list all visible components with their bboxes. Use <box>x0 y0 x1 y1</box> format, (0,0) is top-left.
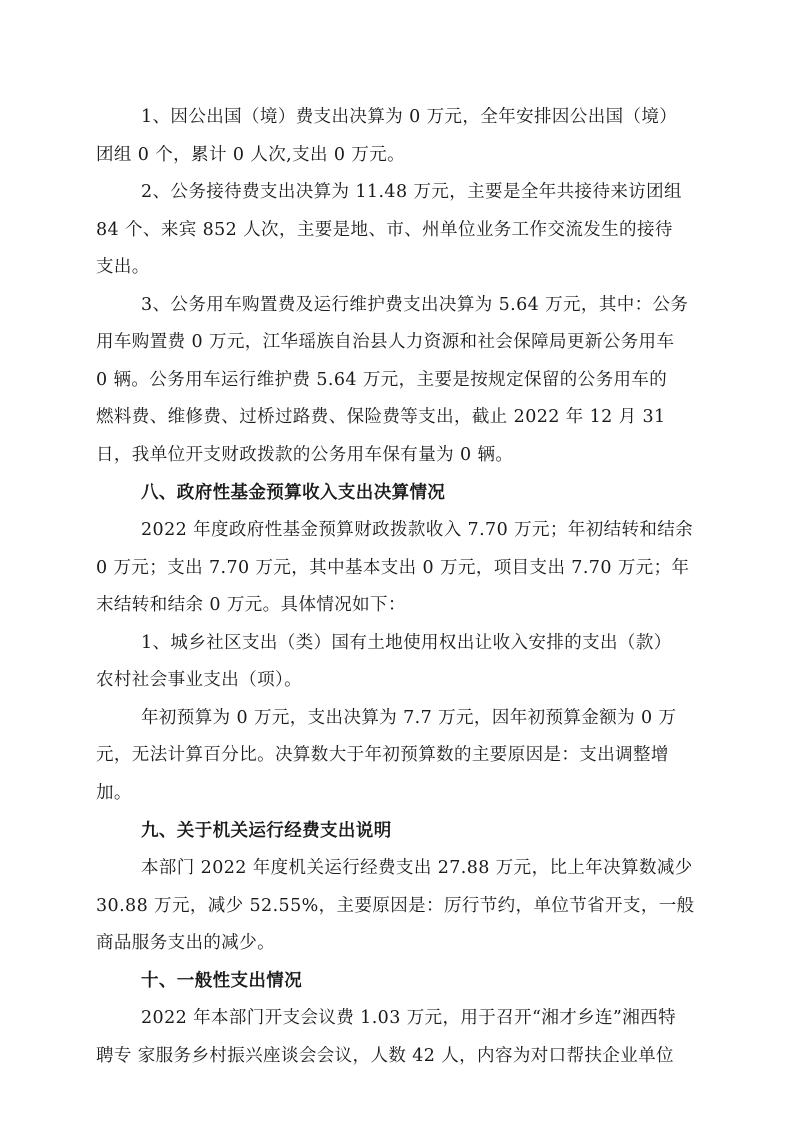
paragraph-line: 30.88 万元，减少 52.55%，主要原因是：厉行节约，单位节省开支，一般 <box>96 896 695 916</box>
paragraph-line: 2022 年度政府性基金预算财政拨款收入 7.70 万元；年初结转和结余 <box>141 520 694 540</box>
paragraph-line: 燃料费、维修费、过桥过路费、保险费等支出，截止 2022 年 12 月 31 <box>96 407 666 427</box>
paragraph-line: 日，我单位开支财政拨款的公务用车保有量为 0 辆。 <box>96 445 514 465</box>
paragraph-line: 2022 年本部门开支会议费 1.03 万元，用于召开“湘才乡连”湘西特 <box>141 1008 676 1028</box>
paragraph-line: 聘专 家服务乡村振兴座谈会会议，人数 42 人，内容为对口帮扶企业单位 <box>96 1046 674 1066</box>
paragraph-line: 84 个、来宾 852 人次，主要是地、市、州单位业务工作交流发生的接待 <box>96 220 673 240</box>
section-heading: 八、政府性基金预算收入支出决算情况 <box>141 483 446 503</box>
paragraph-line: 末结转和结余 0 万元。具体情况如下： <box>96 595 406 615</box>
paragraph-line: 用车购置费 0 万元，江华瑶族自治县人力资源和社会保障局更新公务用车 <box>96 332 675 352</box>
paragraph-line: 0 辆。公务用车运行维护费 5.64 万元，主要是按规定保留的公务用车的 <box>96 370 668 390</box>
paragraph-line: 0 万元；支出 7.70 万元，其中基本支出 0 万元，项目支出 7.70 万元；年 <box>96 558 690 578</box>
paragraph-line: 年初预算为 0 万元，支出决算为 7.7 万元，因年初预算金额为 0 万 <box>141 708 677 728</box>
paragraph-line: 1、城乡社区支出（类）国有土地使用权出让收入安排的支出（款） <box>141 633 672 653</box>
paragraph-line: 2、公务接待费支出决算为 11.48 万元，主要是全年共接待来访团组 <box>141 182 682 202</box>
paragraph-line: 农村社会事业支出（项）。 <box>96 670 303 690</box>
paragraph-line: 团组 0 个，累计 0 人次,支出 0 万元。 <box>96 145 406 165</box>
section-heading: 十、一般性支出情况 <box>141 971 303 991</box>
paragraph-line: 本部门 2022 年度机关运行经费支出 27.88 万元，比上年决算数减少 <box>141 858 693 878</box>
paragraph-line: 3、公务用车购置费及运行维护费支出决算为 5.64 万元，其中：公务 <box>141 295 689 315</box>
paragraph-line: 商品服务支出的减少。 <box>96 933 275 953</box>
paragraph-line: 加。 <box>96 783 132 803</box>
paragraph-line: 支出。 <box>96 257 150 277</box>
paragraph-line: 1、因公出国（境）费支出决算为 0 万元，全年安排因公出国（境） <box>141 107 678 127</box>
paragraph-line: 元，无法计算百分比。决算数大于年初预算数的主要原因是：支出调整增 <box>96 745 669 765</box>
section-heading: 九、关于机关运行经费支出说明 <box>141 821 392 841</box>
